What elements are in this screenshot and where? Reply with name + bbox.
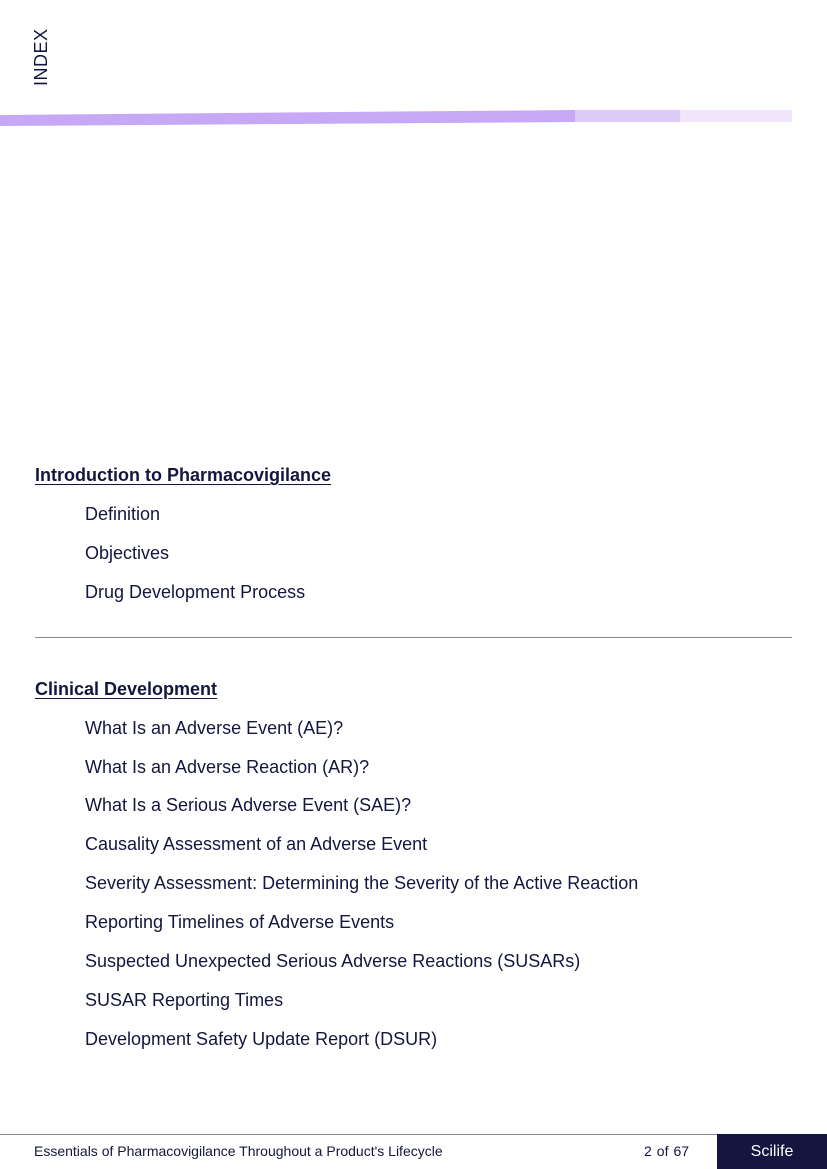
toc-item-adverse-event[interactable]: What Is an Adverse Event (AE)? (85, 718, 344, 738)
page-current: 2 (644, 1143, 652, 1159)
footer-page-indicator (644, 1143, 689, 1159)
page-total: 67 (673, 1143, 690, 1159)
footer-document-title: Essentials of Pharmacovigilance Throughout a Product's Lifecycle (34, 1143, 443, 1159)
reading-progress-bar (0, 110, 792, 126)
toc-item-dsur[interactable]: Development Safety Update Report (DSUR) (85, 1029, 438, 1049)
footer-divider (0, 1134, 717, 1135)
index-side-label: INDEX (31, 28, 51, 86)
toc-item-serious-adverse-event[interactable]: What Is a Serious Adverse Event (SAE)? (85, 795, 412, 815)
toc-item-causality-assessment[interactable]: Causality Assessment of an Adverse Event (85, 834, 428, 854)
section-divider (35, 637, 792, 638)
toc-section-clinical-development[interactable]: Clinical Development (35, 679, 218, 699)
progress-secondary-segment (575, 110, 680, 122)
toc-section-introduction[interactable]: Introduction to Pharmacovigilance (35, 465, 332, 485)
page-of: of (656, 1143, 669, 1159)
toc-item-drug-development-process[interactable]: Drug Development Process (85, 582, 306, 602)
footer-brand-logo: Scilife (717, 1134, 827, 1169)
progress-filled-segment (0, 110, 575, 126)
toc-item-susars[interactable]: Suspected Unexpected Serious Adverse Reactions (SUSARs) (85, 951, 581, 971)
toc-item-objectives[interactable]: Objectives (85, 543, 170, 563)
progress-remaining-segment (680, 110, 792, 122)
toc-item-adverse-reaction[interactable]: What Is an Adverse Reaction (AR)? (85, 757, 370, 777)
toc-item-reporting-timelines[interactable]: Reporting Timelines of Adverse Events (85, 912, 395, 932)
toc-item-severity-assessment[interactable]: Severity Assessment: Determining the Severity of the Active Reaction (85, 873, 639, 893)
toc-item-definition[interactable]: Definition (85, 504, 161, 524)
toc-item-susar-reporting-times[interactable]: SUSAR Reporting Times (85, 990, 284, 1010)
